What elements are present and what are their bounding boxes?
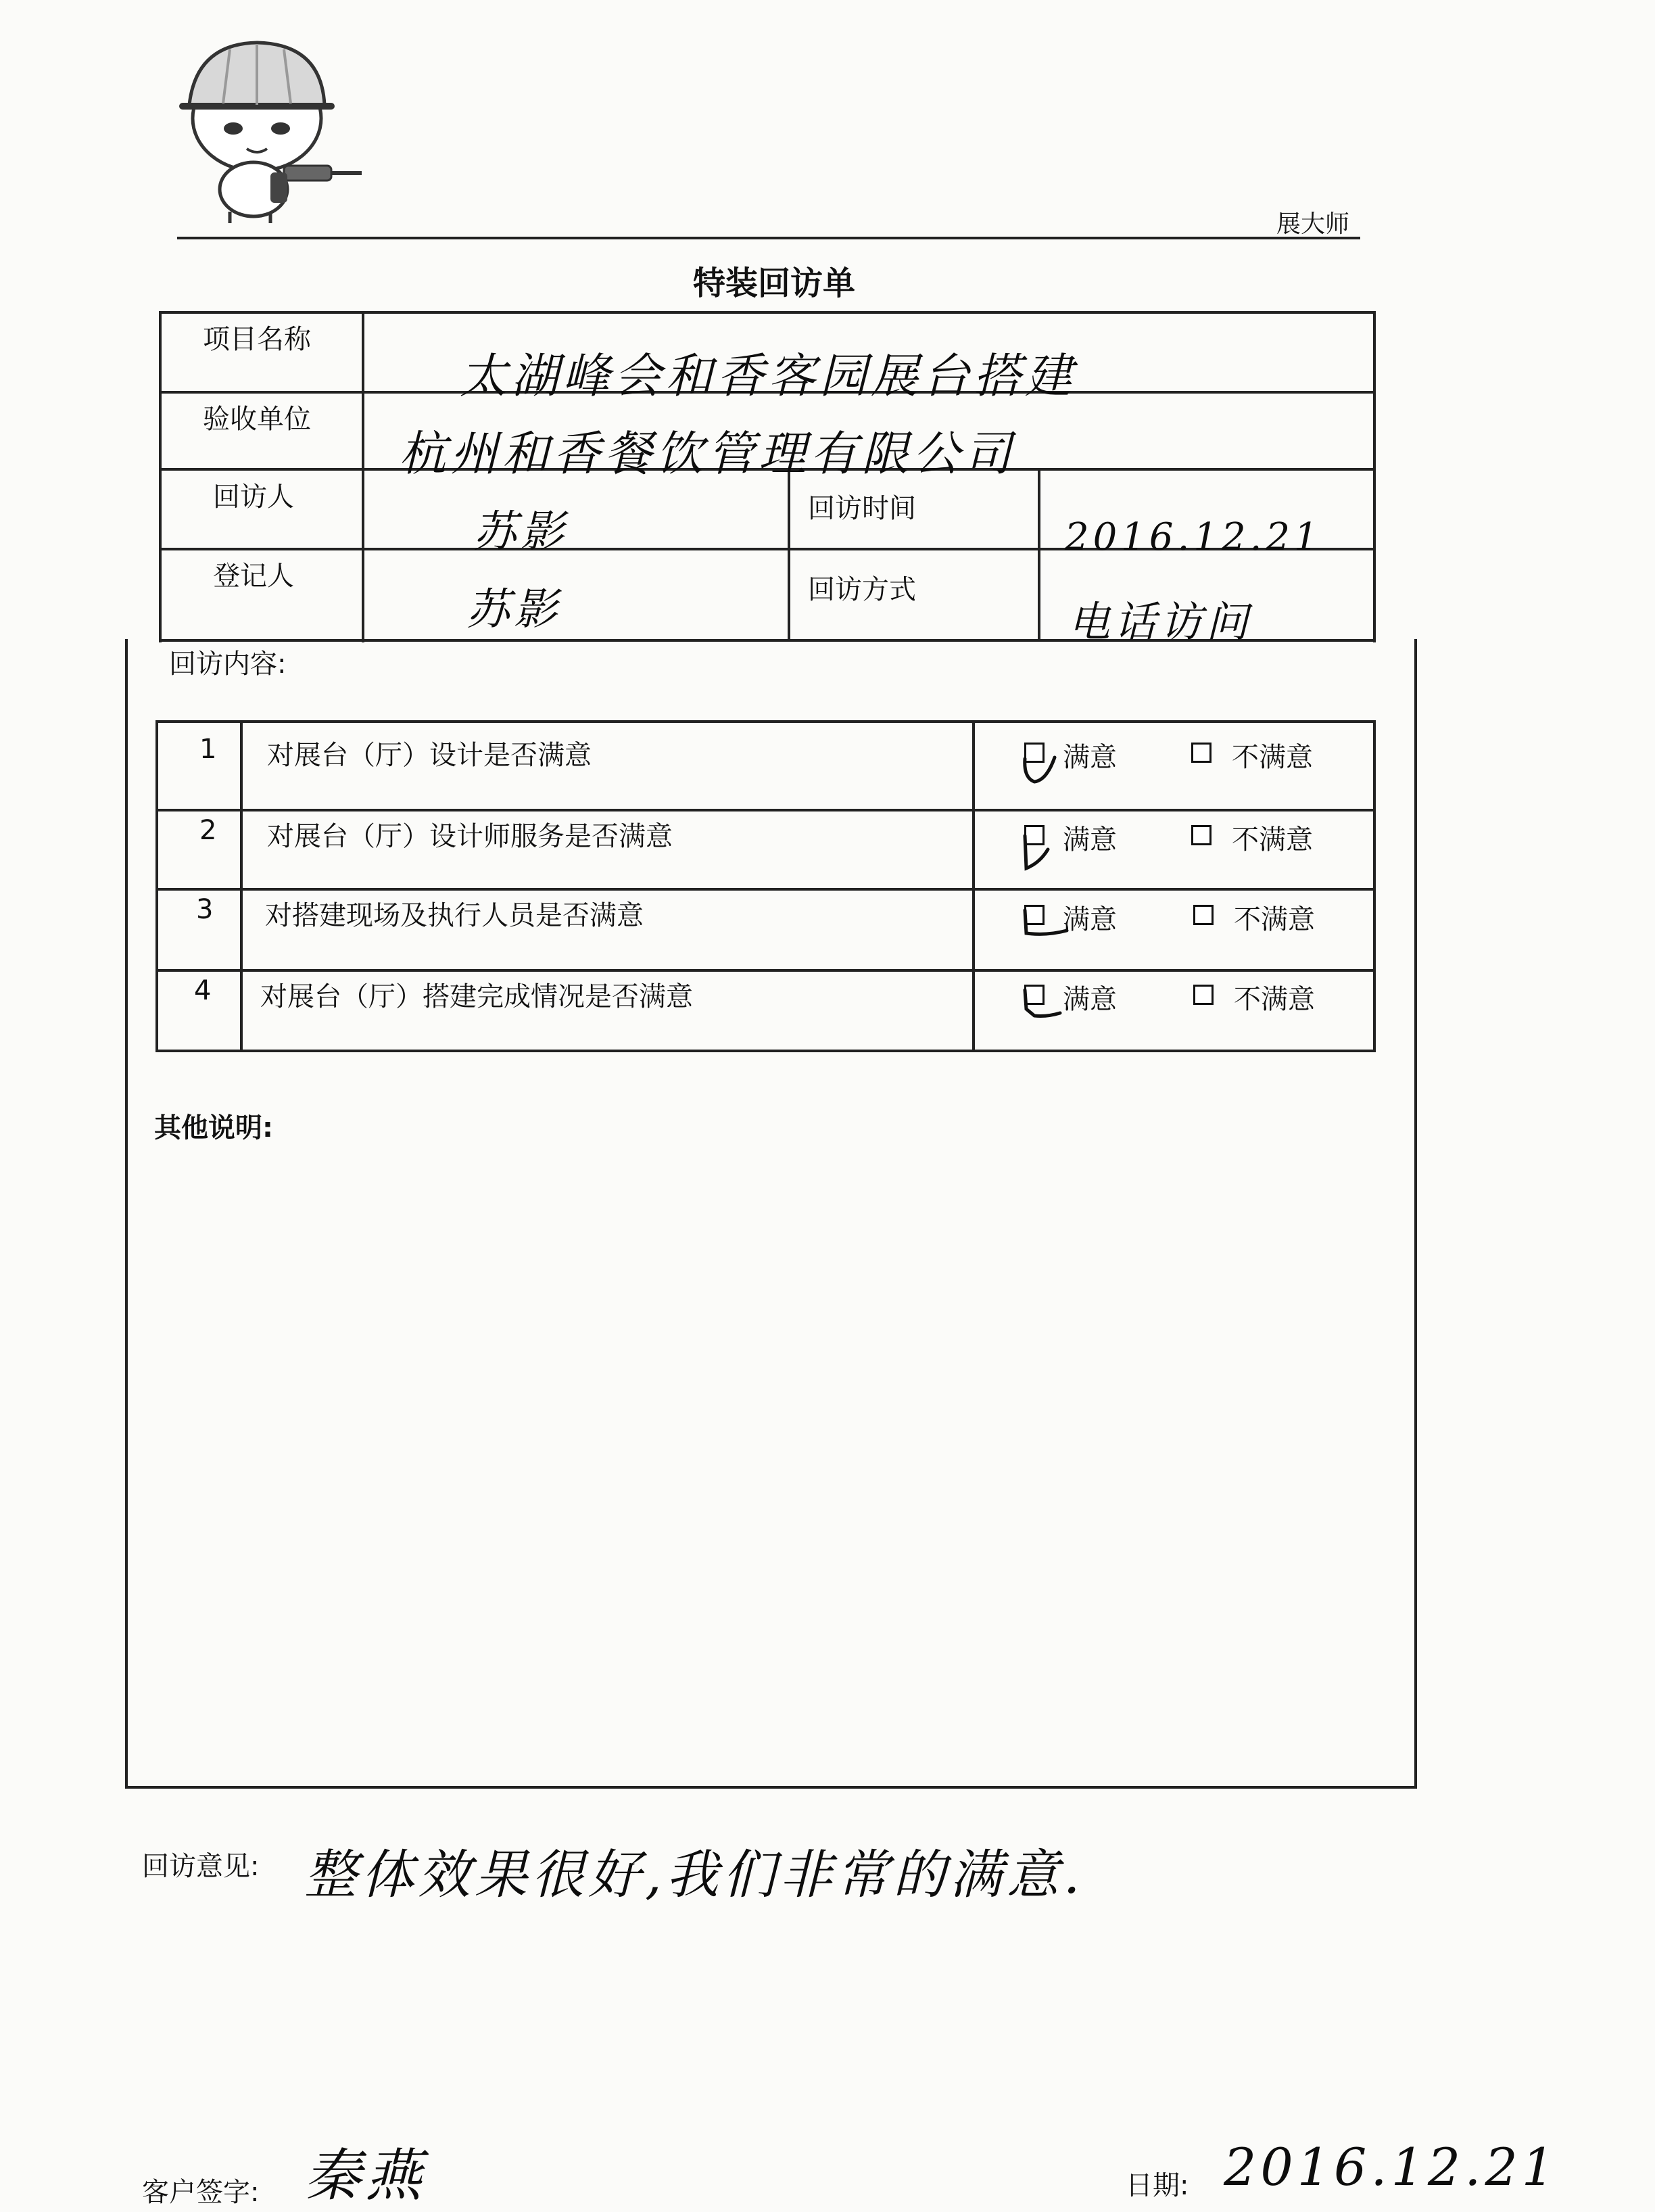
satisfied-option: 满意 — [1063, 742, 1117, 773]
page-title: 特装回访单 — [693, 264, 856, 302]
question-text: 对展台（厅）设计是否满意 — [267, 740, 592, 771]
unsatisfied-option: 不满意 — [1234, 904, 1315, 935]
unsatisfied-checkbox[interactable] — [1193, 985, 1214, 1005]
content-section-label: 回访内容: — [169, 649, 287, 680]
question-text: 对展台（厅）搭建完成情况是否满意 — [260, 981, 693, 1012]
opinion-label: 回访意见: — [142, 1851, 260, 1882]
question-number: 2 — [199, 815, 217, 846]
visitor-label: 回访人 — [213, 481, 294, 513]
check-mark-icon — [1020, 986, 1074, 1027]
registrar-label: 登记人 — [213, 561, 294, 592]
satisfied-option: 满意 — [1063, 904, 1117, 935]
visit-time-label: 回访时间 — [808, 493, 916, 524]
question-text: 对展台（厅）设计师服务是否满意 — [267, 821, 673, 852]
question-number: 4 — [194, 975, 212, 1006]
unsatisfied-checkbox[interactable] — [1193, 905, 1214, 925]
signature-label: 客户签字: — [142, 2177, 260, 2208]
visit-time-value: 2016.12.21 — [1065, 515, 1322, 559]
acceptance-unit-label: 验收单位 — [203, 404, 311, 435]
satisfied-option: 满意 — [1063, 824, 1117, 855]
question-text: 对搭建现场及执行人员是否满意 — [265, 900, 644, 931]
date-value: 2016.12.21 — [1224, 2137, 1559, 2197]
registrar-value: 苏影 — [466, 585, 561, 635]
visitor-value: 苏影 — [473, 507, 568, 557]
unsatisfied-option: 不满意 — [1232, 742, 1313, 773]
check-mark-icon — [1020, 906, 1074, 947]
brand-name: 展大师 — [1276, 210, 1350, 238]
other-notes-label: 其他说明: — [154, 1112, 273, 1144]
opinion-value: 整体效果很好,我们非常的满意. — [304, 1845, 1084, 1906]
unsatisfied-option: 不满意 — [1232, 824, 1313, 855]
question-number: 1 — [199, 734, 217, 765]
customer-signature: 秦燕 — [304, 2142, 427, 2209]
project-name-value: 太湖峰会和香客园展台搭建 — [460, 348, 1076, 404]
visit-method-value: 电话访问 — [1068, 597, 1253, 646]
unsatisfied-option: 不满意 — [1234, 984, 1315, 1015]
project-name-label: 项目名称 — [203, 324, 311, 355]
check-mark-icon — [1020, 829, 1067, 876]
mascot-illustration — [169, 30, 365, 227]
visit-method-label: 回访方式 — [808, 574, 916, 605]
satisfied-option: 满意 — [1063, 984, 1117, 1015]
check-mark-icon — [1020, 751, 1067, 791]
unsatisfied-checkbox[interactable] — [1191, 743, 1212, 763]
date-label: 日期: — [1126, 2170, 1189, 2201]
unsatisfied-checkbox[interactable] — [1191, 825, 1212, 845]
acceptance-unit-value: 杭州和香餐饮管理有限公司 — [399, 426, 1015, 481]
question-number: 3 — [196, 894, 214, 925]
